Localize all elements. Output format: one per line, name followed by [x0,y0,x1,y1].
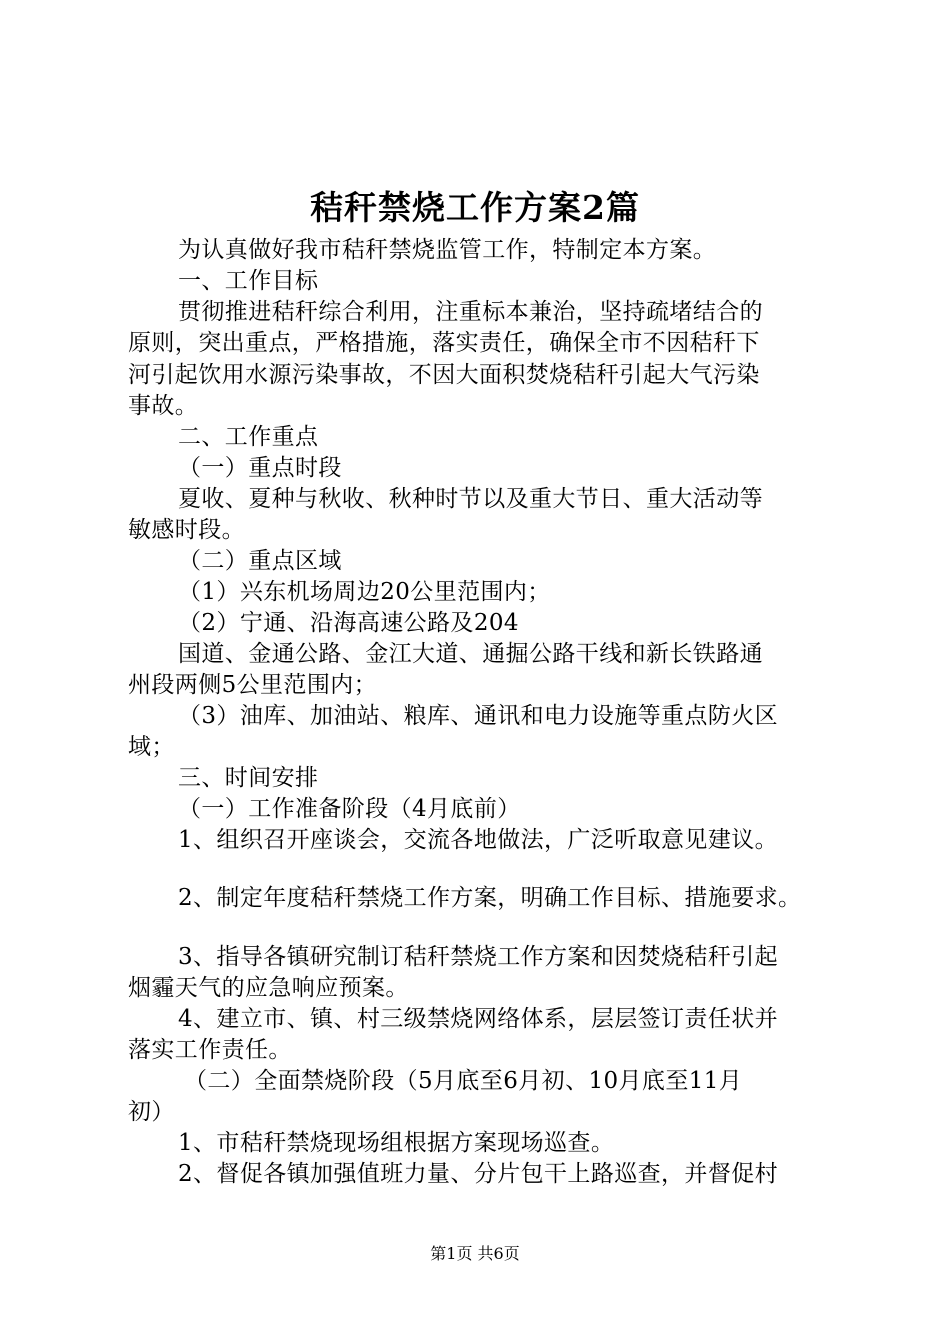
paragraph-line: 事故。 [128,393,199,419]
section-heading: 一、工作目标 [178,268,319,294]
subsection-heading: （一）工作准备阶段（4月底前） [178,796,521,822]
list-item: （1）兴东机场周边20公里范围内； [178,579,551,605]
paragraph-line: 夏收、夏种与秋收、秋种时节以及重大节日、重大活动等 [178,486,763,512]
subsection-heading: （二）重点区域 [178,548,342,574]
paragraph-line: 国道、金通公路、金江大道、通掘公路干线和新长铁路通 [178,641,763,667]
paragraph-line: 河引起饮用水源污染事故，不因大面积焚烧秸秆引起大气污染 [128,362,760,388]
paragraph-line: 落实工作责任。 [128,1037,292,1063]
list-item: （3）油库、加油站、粮库、通讯和电力设施等重点防火区 [178,703,779,729]
page-number-footer: 第1页 共6页 [430,1244,520,1263]
list-item: 3、指导各镇研究制订秸秆禁烧工作方案和因焚烧秸秆引起 [178,944,779,970]
paragraph-line: 为认真做好我市秸秆禁烧监管工作，特制定本方案。 [178,237,717,263]
paragraph-line: 原则，突出重点，严格措施，落实责任，确保全市不因秸秆下 [128,330,760,356]
paragraph-line: 烟霾天气的应急响应预案。 [128,975,409,1001]
list-item: （2）宁通、沿海高速公路及204 [178,610,519,636]
list-item: 2、制定年度秸秆禁烧工作方案，明确工作目标、措施要求。 [178,885,802,911]
paragraph-line: 贯彻推进秸秆综合利用，注重标本兼治，坚持疏堵结合的 [178,299,763,325]
paragraph-line: 州段两侧5公里范围内； [128,672,378,698]
section-heading: 三、时间安排 [178,765,319,791]
list-item: 1、组织召开座谈会，交流各地做法，广泛听取意见建议。 [178,827,779,853]
document-title: 秸秆禁烧工作方案2篇 [310,188,640,227]
subsection-heading: （二）全面禁烧阶段（5月底至6月初、10月底至11月 [184,1068,743,1094]
paragraph-line: 域； [128,734,175,760]
subsection-heading: （一）重点时段 [178,455,342,481]
list-item: 4、建立市、镇、村三级禁烧网络体系，层层签订责任状并 [178,1006,779,1032]
paragraph-line: 敏感时段。 [128,517,245,543]
section-heading: 二、工作重点 [178,424,319,450]
list-item: 1、市秸秆禁烧现场组根据方案现场巡查。 [178,1130,615,1156]
paragraph-line: 初） [128,1099,175,1125]
list-item: 2、督促各镇加强值班力量、分片包干上路巡查，并督促村 [178,1161,779,1187]
